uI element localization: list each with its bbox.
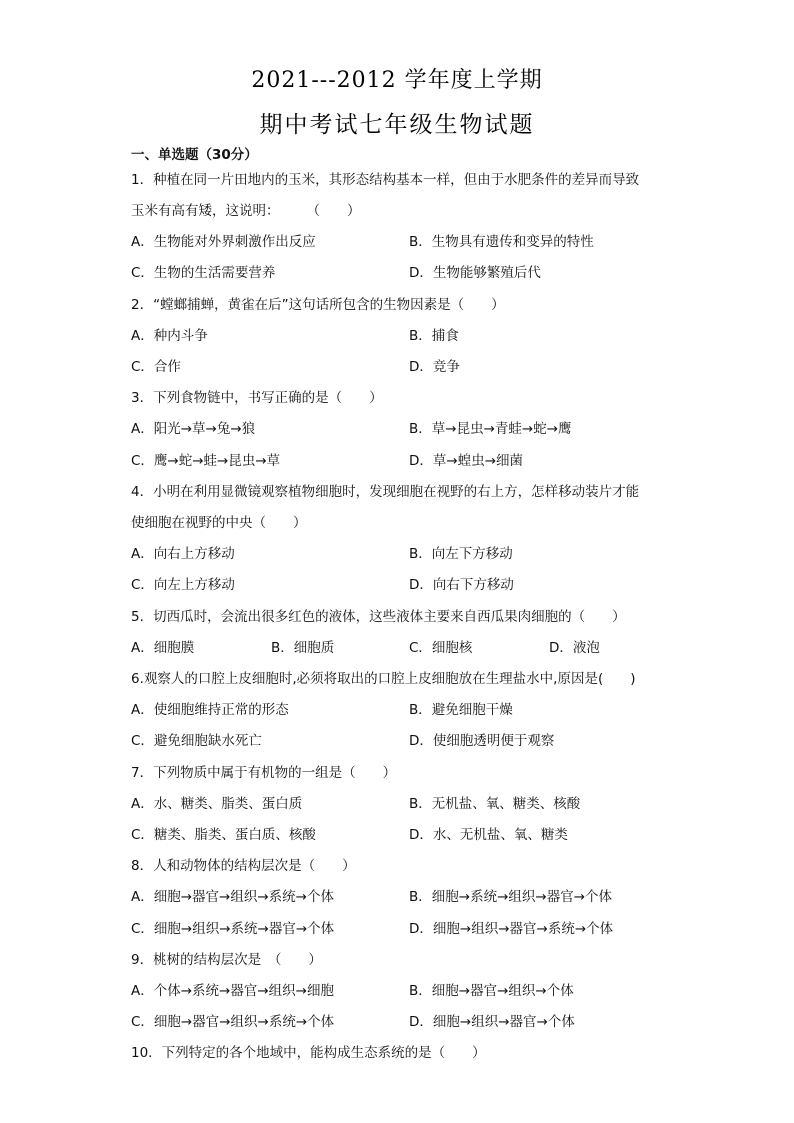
question-6-option-c: C．避免细胞缺水死亡 bbox=[131, 733, 262, 749]
question-6-option-a: A．使细胞维持正常的形态 bbox=[131, 702, 289, 718]
question-9-option-c: C．细胞→器官→组织→系统→个体 bbox=[131, 1014, 335, 1030]
section-heading: 一、单选题（30分） bbox=[131, 147, 258, 163]
question-4-option-b: B．向左下方移动 bbox=[409, 546, 513, 562]
question-10-stem: 10．下列特定的各个地域中，能构成生态系统的是（ ） bbox=[131, 1045, 486, 1061]
question-7-stem: 7．下列物质中属于有机物的一组是（ ） bbox=[131, 765, 397, 781]
exam-title-year: 2021---2012 学年度上学期 bbox=[251, 68, 543, 93]
question-9-option-b: B．细胞→器官→组织→个体 bbox=[409, 983, 574, 999]
question-7-option-c: C．糖类、脂类、蛋白质、核酸 bbox=[131, 827, 316, 843]
question-1-option-b: B．生物具有遗传和变异的特性 bbox=[409, 234, 594, 250]
question-3-stem: 3．下列食物链中，书写正确的是（ ） bbox=[131, 390, 383, 406]
exam-title-subject: 期中考试七年级生物试题 bbox=[259, 112, 535, 138]
question-1-option-d: D．生物能够繁殖后代 bbox=[409, 265, 541, 281]
question-5-option-b: B．细胞质 bbox=[271, 640, 335, 656]
question-1-stem-line-1: 1．种植在同一片田地内的玉米，其形态结构基本一样，但由于水肥条件的差异而导致 bbox=[131, 172, 640, 188]
question-3-option-d: D．草→蝗虫→细菌 bbox=[409, 453, 524, 469]
question-8-option-c: C．细胞→组织→系统→器官→个体 bbox=[131, 921, 335, 937]
question-2-option-d: D．竞争 bbox=[409, 359, 460, 375]
question-2-option-c: C．合作 bbox=[131, 359, 181, 375]
question-3-option-c: C．鹰→蛇→蛙→昆虫→草 bbox=[131, 453, 281, 469]
question-9-stem: 9．桃树的结构层次是 （ ） bbox=[131, 952, 322, 968]
question-4-option-d: D．向右下方移动 bbox=[409, 577, 514, 593]
question-5-option-d: D．液泡 bbox=[549, 640, 600, 656]
question-4-stem-line-1: 4．小明在利用显微镜观察植物细胞时，发现细胞在视野的右上方，怎样移动装片才能 bbox=[131, 484, 640, 500]
question-4-option-c: C．向左上方移动 bbox=[131, 577, 235, 593]
question-8-option-d: D．细胞→组织→器官→系统→个体 bbox=[409, 921, 614, 937]
question-1-option-c: C．生物的生活需要营养 bbox=[131, 265, 276, 281]
question-7-option-d: D．水、无机盐、氧、糖类 bbox=[409, 827, 568, 843]
question-1-option-a: A．生物能对外界刺激作出反应 bbox=[131, 234, 316, 250]
question-2-stem: 2．“螳螂捕蝉，黄雀在后”这句话所包含的生物因素是（ ） bbox=[131, 297, 505, 313]
question-5-stem: 5．切西瓜时，会流出很多红色的液体，这些液体主要来自西瓜果肉细胞的（ ） bbox=[131, 609, 626, 625]
question-7-option-b: B．无机盐、氧、糖类、核酸 bbox=[409, 796, 581, 812]
question-1-stem-line-2: 玉米有高有矮，这说明： （ ） bbox=[131, 203, 361, 219]
question-2-option-a: A．种内斗争 bbox=[131, 328, 208, 344]
question-8-option-a: A．细胞→器官→组织→系统→个体 bbox=[131, 889, 334, 905]
question-4-option-a: A．向右上方移动 bbox=[131, 546, 235, 562]
question-7-option-a: A．水、糖类、脂类、蛋白质 bbox=[131, 796, 303, 812]
question-9-option-d: D．细胞→组织→器官→个体 bbox=[409, 1014, 575, 1030]
question-5-option-c: C．细胞核 bbox=[409, 640, 473, 656]
question-9-option-a: A．个体→系统→器官→组织→细胞 bbox=[131, 983, 334, 999]
question-5-option-a: A．细胞膜 bbox=[131, 640, 195, 656]
question-6-stem: 6.观察人的口腔上皮细胞时,必须将取出的口腔上皮细胞放在生理盐水中,原因是( ) bbox=[131, 671, 636, 687]
question-8-option-b: B．细胞→系统→组织→器官→个体 bbox=[409, 889, 613, 905]
question-3-option-b: B．草→昆虫→青蛙→蛇→鹰 bbox=[409, 421, 572, 437]
question-6-option-b: B．避免细胞干燥 bbox=[409, 702, 513, 718]
question-6-option-d: D．使细胞透明便于观察 bbox=[409, 733, 555, 749]
question-8-stem: 8．人和动物体的结构层次是（ ） bbox=[131, 858, 356, 874]
question-4-stem-line-2: 使细胞在视野的中央（ ） bbox=[131, 515, 307, 531]
question-2-option-b: B．捕食 bbox=[409, 328, 459, 344]
question-3-option-a: A．阳光→草→兔→狼 bbox=[131, 421, 256, 437]
